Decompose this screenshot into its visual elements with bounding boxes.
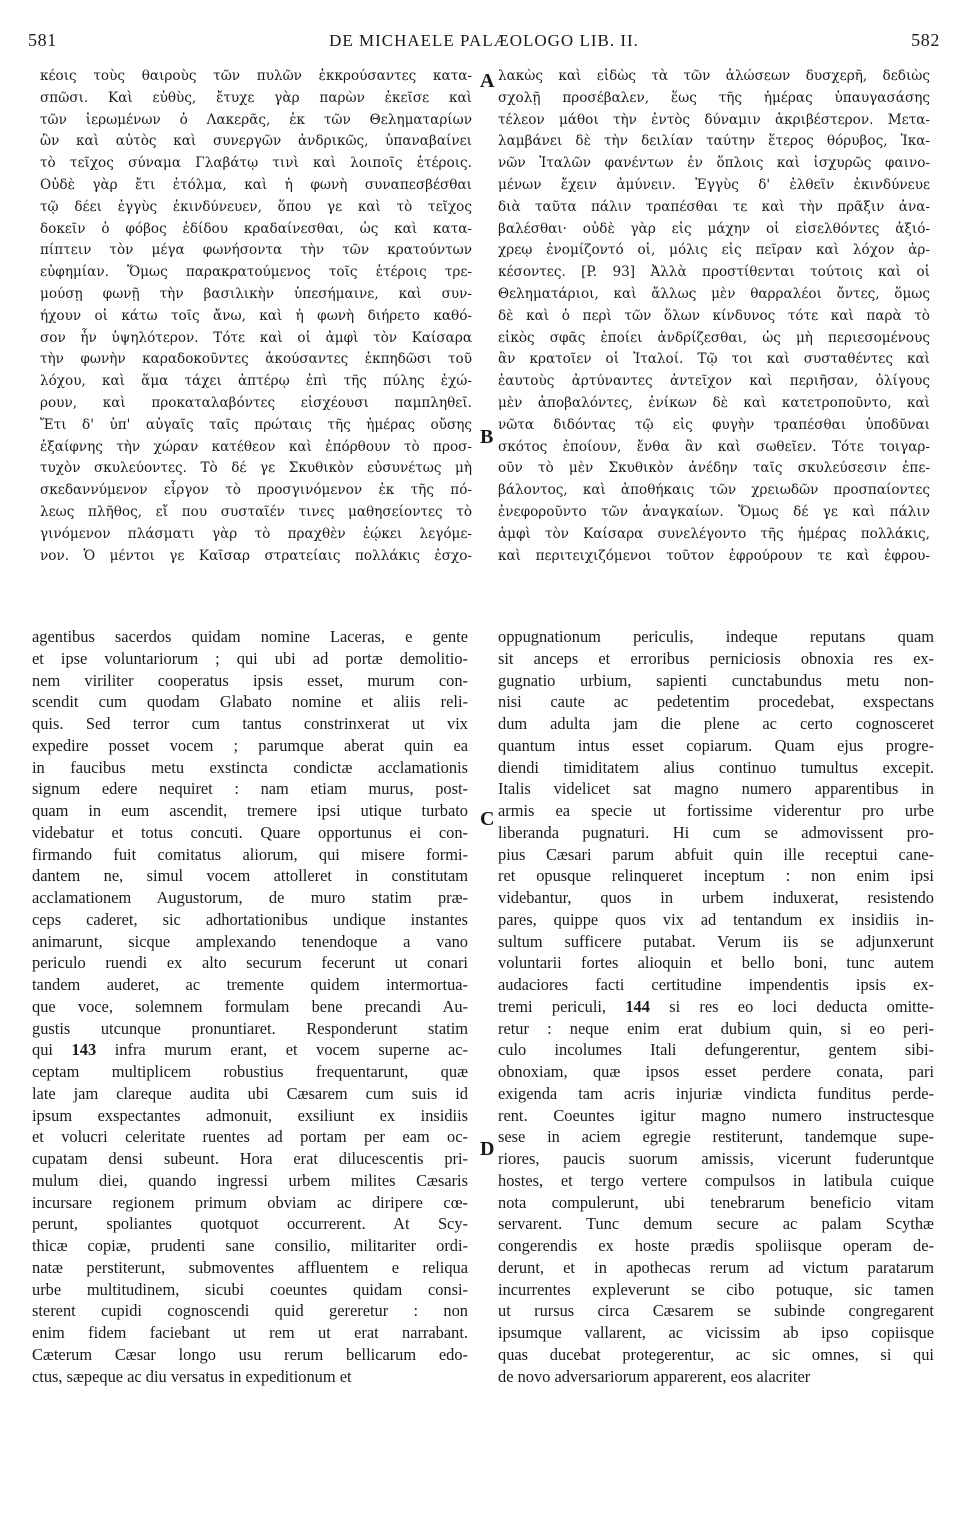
latin-text-line: dum adulta jam die plene ac certo cognosceret: [498, 714, 934, 733]
latin-text-line: diendi timiditatem alius continuo tumultus excepit.: [498, 757, 934, 777]
latin-text-line: qui 143 infra murum erant, et vocem superne ac-: [32, 1040, 468, 1060]
greek-text-line: διὰ ταῦτα πάλιν τραπέσθαι τε καὶ τὴν πρᾶξιν ἀνα-: [498, 198, 930, 215]
greek-text-line: σον ἦν ὑψηλότερον. Τότε καὶ οἱ ἀμφὶ τὸν Καίσαρα: [40, 329, 472, 346]
greek-text-line: Οὐδὲ γὰρ ἔτι ἐτόλμα, καὶ ἡ φωνὴ συναπεσβέσθαι: [40, 176, 472, 193]
latin-text-line: animarunt, sicque amplexando tenendoque a vano: [32, 931, 468, 951]
latin-text-line: ceptam multiplicem robustius frequentarunt, quæ: [32, 1062, 468, 1081]
greek-text-line: καὶ περιτειχιζόμενοι τοῦτον ἐφρούρουν τε καὶ ἐφρου-: [498, 547, 930, 564]
latin-left-column: [32, 626, 468, 1387]
latin-text-line: expedire posset vocem ; parumque aberat quin ea: [32, 735, 468, 755]
latin-text-line: sese in aciem egregie restiterunt, tandemque supe-: [498, 1127, 934, 1147]
latin-text-line: liberanda pugnaturi. Hi cum se admovissent pro-: [498, 822, 934, 842]
latin-right-column: [498, 626, 934, 1387]
right-page-number: 582: [911, 30, 940, 50]
greek-text-line: κέσοντες. [P. 93] Ἀλλὰ προστίθενται τούτοις καὶ οἱ: [498, 264, 930, 281]
latin-text-line: thicæ copiæ, prudenti sane consilio, militariter ordi-: [32, 1236, 468, 1255]
latin-text-line: tremi periculi, 144 si res eo loci deducta omitte-: [498, 996, 934, 1016]
latin-text-line: periculo ruendi ex alto securum fecerunt ut conari: [32, 953, 468, 973]
latin-text-line: riores, paucis suorum amissis, vicerunt fuderuntque: [498, 1149, 934, 1168]
latin-text-line: ceps caderet, sic adhortationibus undique instantes: [32, 909, 468, 929]
latin-text-line: quis. Sed terror cum tantus constrinxerat ut vix: [32, 714, 468, 733]
greek-text-line: τέλεον μάθοι τὴν ἐντὸς δύναμιν ἀκριβέστερον. Μετα-: [498, 111, 930, 128]
greek-text-line: οῦν τὸ μὲν Σκυθικὸν ἀνέδην ταῖς σκυλεύσεσιν ἐπε-: [498, 460, 930, 477]
section-marker-d: D: [480, 1138, 495, 1160]
greek-text-line: ρουν, καὶ προκαταλαβόντες εἰσχέουσι παμπληθεῖ.: [40, 394, 472, 411]
greek-text-line: μὲν ἀποβαλόντες, ἐνίκων δὲ καὶ κατετροποῦντο, καὶ: [498, 394, 930, 411]
latin-text-line: Cæterum Cæsar longo usu rerum bellicarum edo-: [32, 1344, 468, 1364]
latin-text-line: culo incolumes Itali defungerentur, gentem sibi-: [498, 1040, 934, 1060]
greek-text-line: ἑαυτοὺς ἀρτύναντες ἀντεῖχον καὶ περιῆσαν, ὀλίγους: [498, 373, 930, 390]
latin-text-line: derunt, et in apothecas rerum ad victum paratarum: [498, 1257, 934, 1277]
latin-text-line: nota compulerunt, ubi tenebrarum beneficio vitam: [498, 1192, 934, 1212]
greek-text-line: λεως πλῆθος, εἴ που συσταῖέν τινες μαθησείοντες τὸ: [40, 503, 472, 520]
latin-text-line: quantum intus esset copiarum. Quam ejus progre-: [498, 735, 934, 755]
greek-text-line: λόχου, καὶ ἅμα τάχει ἀπτέρῳ ἐπὶ τῆς πύλης ἐχώ-: [40, 373, 472, 390]
folio-number: 144: [625, 996, 650, 1016]
greek-text-line: τυχὸν σκυλεύοντες. Τὸ δέ γε Σκυθικὸν εὐσυνέτως μὴ: [40, 460, 472, 477]
greek-text-line: Ἔτι δ' ὑπ' αὐγαῖς ταῖς πρώταις τῆς ἡμέρας οὔσης: [40, 416, 472, 433]
greek-text-line: τὴν φωνὴν καραδοκοῦντες ἀκούσαντες ἐκπηδῶσι τοῦ: [40, 351, 472, 368]
latin-text-line: incurrentes expleverunt se cibo potuque, sic tamen: [498, 1279, 934, 1299]
greek-text-line: τὸ τεῖχος σύναμα Γλαβάτῳ τινὶ καὶ λοιποῖς ἑτέροις.: [40, 155, 472, 172]
latin-text-line: signum edere nequiret : nam etiam murus, post-: [32, 779, 468, 799]
greek-text-line: γινόμενον πλάσματι γὰρ τὸ πραχθὲν ἐῴκει λεγόμε-: [40, 525, 472, 542]
latin-text-line: sit anceps et erroribus perniciosis obnoxia res ex-: [498, 648, 934, 668]
greek-text-line: Θεληματάριοι, καὶ ἄλλως μὲν θαρραλέοι ὄντες, ὅμως: [498, 285, 930, 302]
latin-text-line: retur : neque enim erat dubium quin, si eo peri-: [498, 1018, 934, 1038]
latin-text-line: natæ perstiterunt, submoventes affluentem e reliqua: [32, 1257, 468, 1277]
latin-text-line: nem viriliter cooperatus ipsis esset, murum con-: [32, 670, 468, 690]
latin-text-line: acclamationem Augustorum, de muro statim præ-: [32, 888, 468, 907]
greek-text-line: σπῶσι. Καὶ εὐθὺς, ἔτυχε γὰρ παρὼν ἐκεῖσε καὶ: [40, 89, 472, 106]
latin-text-line: ret opusque relinqueret inceptum : non enim ipsi: [498, 866, 934, 886]
latin-text-line: scendit cum quodam Glabato nomine et aliis reli-: [32, 692, 468, 712]
greek-text-line: ὢν καὶ αὐτὸς καὶ συνεργῶν ἀνδρικῶς, ὑπαναβαίνει: [40, 133, 472, 150]
greek-text-line: σκότος ἐποίουν, ἔνθα ἂν καὶ σωθεῖεν. Τότε τοιγαρ-: [498, 438, 930, 455]
latin-text-line: gustis utcunque pronuntiaret. Responderunt statim: [32, 1018, 468, 1038]
greek-text-line: εἰκὸς σφᾶς ἐποίει ἀνδρίζεσθαι, ὡς μὴ περιεσομένους: [498, 329, 930, 346]
greek-text-line: βαλέσθαι· οὐδὲ γὰρ εἰς μάχην οἱ εἰσελθόντες ἀξιό-: [498, 220, 930, 237]
greek-text-line: ἀμφὶ τὸν Καίσαρα συνελέγοντο τῆς ἡμέρας πολλάκις,: [498, 525, 930, 542]
latin-text-line: ipsumque vallarent, ac vicissim ab ipso copiisque: [498, 1323, 934, 1342]
latin-text-line: pius Cæsari parum abfuit quin ille receptui cane-: [498, 844, 934, 864]
section-marker-b: B: [480, 426, 494, 448]
latin-text-line: servarent. Tunc demum secure ac palam Scythæ: [498, 1214, 934, 1234]
greek-text-line: εὐφημίαν. Ὅμως παρακρατούμενος τοῖς ἑτέροις τρε-: [40, 264, 472, 281]
greek-text-line: μούσῃ φωνῇ τὴν βασιλικὴν ὑπεσήμαινε, καὶ συν-: [40, 285, 472, 302]
latin-text-line: incursare regionem primum obviam ac diripere cœ-: [32, 1192, 468, 1212]
latin-text-line: exigenda tam acris injuriæ vindicta funditus perde-: [498, 1083, 934, 1103]
latin-text-line: oppugnationum periculis, indeque reputans quam: [498, 627, 934, 646]
greek-text-line: δὲ καὶ ὁ περὶ τῶν ὅλων κίνδυνος τότε καὶ παρὰ τὸ: [498, 307, 930, 324]
greek-text-line: ἐνεφοροῦντο τῶν ἀναγκαίων. Ὅμως δέ γε καὶ πάλιν: [498, 503, 930, 520]
latin-text-line: dantem ne, simul vocem attolleret in constitutam: [32, 866, 468, 886]
folio-number: 143: [71, 1040, 97, 1060]
latin-text-line: que voce, solemnem formulam bene precandi Au-: [32, 996, 468, 1016]
greek-text-line: πίπτειν τὸν μέγα φωνήσοντα τὴν τῶν κρατούντων: [40, 242, 472, 259]
latin-text-line: late jam clareque audita ubi Cæsarem cum suis id: [32, 1083, 468, 1103]
latin-text-line: tandem auderet, ac tremente quidem intermortua-: [32, 975, 468, 994]
greek-text-line: λακὼς καὶ εἰδὼς τὰ τῶν ἁλώσεων δυσχερῆ, δεδιὼς: [498, 68, 930, 84]
greek-text-line: μένων ἔχειν ἀμύνειν. Ἐγγὺς δ' ἐλθεῖν ἐκινδύνευε: [498, 176, 930, 193]
latin-text-line: cupatam densi subeunt. Hora erat dilucescentis pri-: [32, 1149, 468, 1168]
latin-text-line: armis ea specie ut fortissime viderentur pro urbe: [498, 801, 934, 820]
latin-text-line: quam in eum ascendit, tremere ipsi utique turbato: [32, 801, 468, 820]
greek-text-line: ἐξαίφνης τὴν χώραν κατέθεον καὶ ἐπόρθουν τὸ προσ-: [40, 438, 472, 455]
latin-text-line: gugnatio urbium, sapienti cunctabundus metu non-: [498, 670, 934, 690]
latin-text-line: enim fidem faciebant ut rem ut erat narrabant.: [32, 1323, 468, 1342]
greek-text-line: χρεῳ ἐνομίζοντό οἱ, μόλις εἰς πεῖραν καὶ λόχον ἀρ-: [498, 242, 930, 259]
latin-text-line: mulum diei, quando ingressi urbem milites Cæsaris: [32, 1170, 468, 1190]
greek-text-line: κέοις τοὺς θαιροὺς τῶν πυλῶν ἐκκρούσαντες κατα-: [40, 68, 472, 84]
greek-text-line: σχολῇ προσέβαλεν, ἕως τῆς ἡμέρας ὑπαυγασάσης: [498, 89, 930, 106]
latin-text-line: congerendis ex hoste prædis spoliisque operam de-: [498, 1236, 934, 1255]
latin-text-line: pares, quippe quos vix ad tentandum ex insidiis in-: [498, 909, 934, 929]
latin-text-line: ipsum exspectantes admonuit, exsiliunt ex insidiis: [32, 1105, 468, 1125]
greek-text-line: νῶν Ἰταλῶν φανέντων ἐν ὅπλοις καὶ ἰσχυρῶς φαινο-: [498, 155, 930, 172]
latin-text-line: sterent cupidi cognoscendi quid gereretur : non: [32, 1301, 468, 1321]
latin-text-line: videbatur et totus concuti. Quare opportunus ei con-: [32, 822, 468, 842]
greek-text-line: βάλοντος, καὶ ἀποθήκαις τῶν χρειωδῶν προσπαίοντες: [498, 482, 930, 499]
greek-text-line: τῷ δέει ἐγγὺς ἐκινδύνευεν, ὅπου γε καὶ τὸ τεῖχος: [40, 198, 472, 215]
latin-text-line: ctus, sæpeque ac diu versatus in expeditionum et: [32, 1366, 352, 1386]
latin-text-section: [28, 626, 940, 1526]
greek-text-line: σκεδαννύμενον εἶργον τὸ προσγινόμενον ἐκ τῆς πό-: [40, 482, 472, 499]
latin-text-line: Italis videlicet sat magno numero apparentibus in: [498, 779, 934, 799]
latin-text-line: audaciores facti certitudine impendentis ipsis ex-: [498, 975, 934, 994]
greek-text-line: λαμβάνει δὲ τὴν δειλίαν ταύτην ἕτερος θόρυβος, Ἰκα-: [498, 133, 930, 150]
latin-text-line: et ipse voluntariorum ; qui ubi ad portæ demolitio-: [32, 648, 468, 668]
latin-text-line: urbe multitudinem, sicubi coeuntes quidam consi-: [32, 1279, 468, 1299]
greek-text-line: ήχουν οἱ κάτω τοῖς ἄνω, καὶ ἡ φωνὴ διήρετο καθό-: [40, 307, 472, 324]
greek-right-column: [498, 66, 930, 567]
latin-text-line: perunt, spoliantes quotquot occurrerent. At Scy-: [32, 1214, 468, 1234]
section-marker-c: C: [480, 808, 495, 830]
latin-text-line: de novo adversariorum apparerent, eos alacriter: [498, 1366, 811, 1386]
running-title: DE MICHAELE PALÆOLOGO LIB. II.: [329, 31, 639, 50]
greek-text-section: [28, 66, 940, 596]
section-marker-a: A: [480, 70, 495, 92]
latin-text-line: firmando fuit comitatus aliorum, qui misere formi-: [32, 844, 468, 864]
greek-text-line: ἂν κρατοῖεν οἱ Ἰταλοί. Τῷ τοι καὶ συσταθέντες καὶ: [498, 351, 930, 368]
greek-text-line: νῶτα διδόντας τῷ εἰς φυγὴν τραπέσθαι ὑποδῦναι: [498, 416, 930, 433]
latin-text-line: voluntarii fortes alioquin et bello boni, tunc autem: [498, 953, 934, 973]
latin-text-line: ut rursus circa Cæsarem se subinde congregarent: [498, 1301, 934, 1321]
latin-text-line: nisi caute ac pedetentim procedebat, exspectans: [498, 692, 934, 712]
latin-text-line: obnoxiam, quæ ipsos esset perdere conata, pari: [498, 1062, 934, 1081]
latin-text-line: rent. Coeuntes igitur magno numero instructesque: [498, 1105, 934, 1125]
latin-text-line: in faucibus metu exstincta condictæ acclamationis: [32, 757, 468, 777]
latin-text-line: sultum sufficere putabat. Verum iis se adjunxerunt: [498, 931, 934, 951]
greek-text-line: δοκεῖν ὁ φόβος ἐδίδου κραδαίνεσθαι, ὡς καὶ κατα-: [40, 220, 472, 237]
latin-text-line: et volucri celeritate ruentes ad portam per eam oc-: [32, 1127, 468, 1147]
greek-text-line: νον. Ὁ μέντοι γε Καῖσαρ στρατείαις πολλάκις ἐσχο-: [40, 547, 472, 564]
greek-left-column: [40, 66, 472, 567]
latin-text-line: videbantur, quos in urbem induxerat, resistendo: [498, 888, 934, 907]
left-page-number: 581: [28, 30, 57, 50]
latin-text-line: hostes, et tergo vertere compulsos in latibula cuique: [498, 1170, 934, 1190]
running-header: [28, 30, 940, 54]
latin-text-line: quas ducebat protegerentur, ac sic omnes, si qui: [498, 1344, 934, 1364]
greek-text-line: τῶν ἱερωμένων ὁ Λακερᾶς, ἐκ τῶν Θεληματαρίων: [40, 111, 472, 128]
latin-text-line: agentibus sacerdos quidam nomine Laceras, e gente: [32, 627, 468, 646]
